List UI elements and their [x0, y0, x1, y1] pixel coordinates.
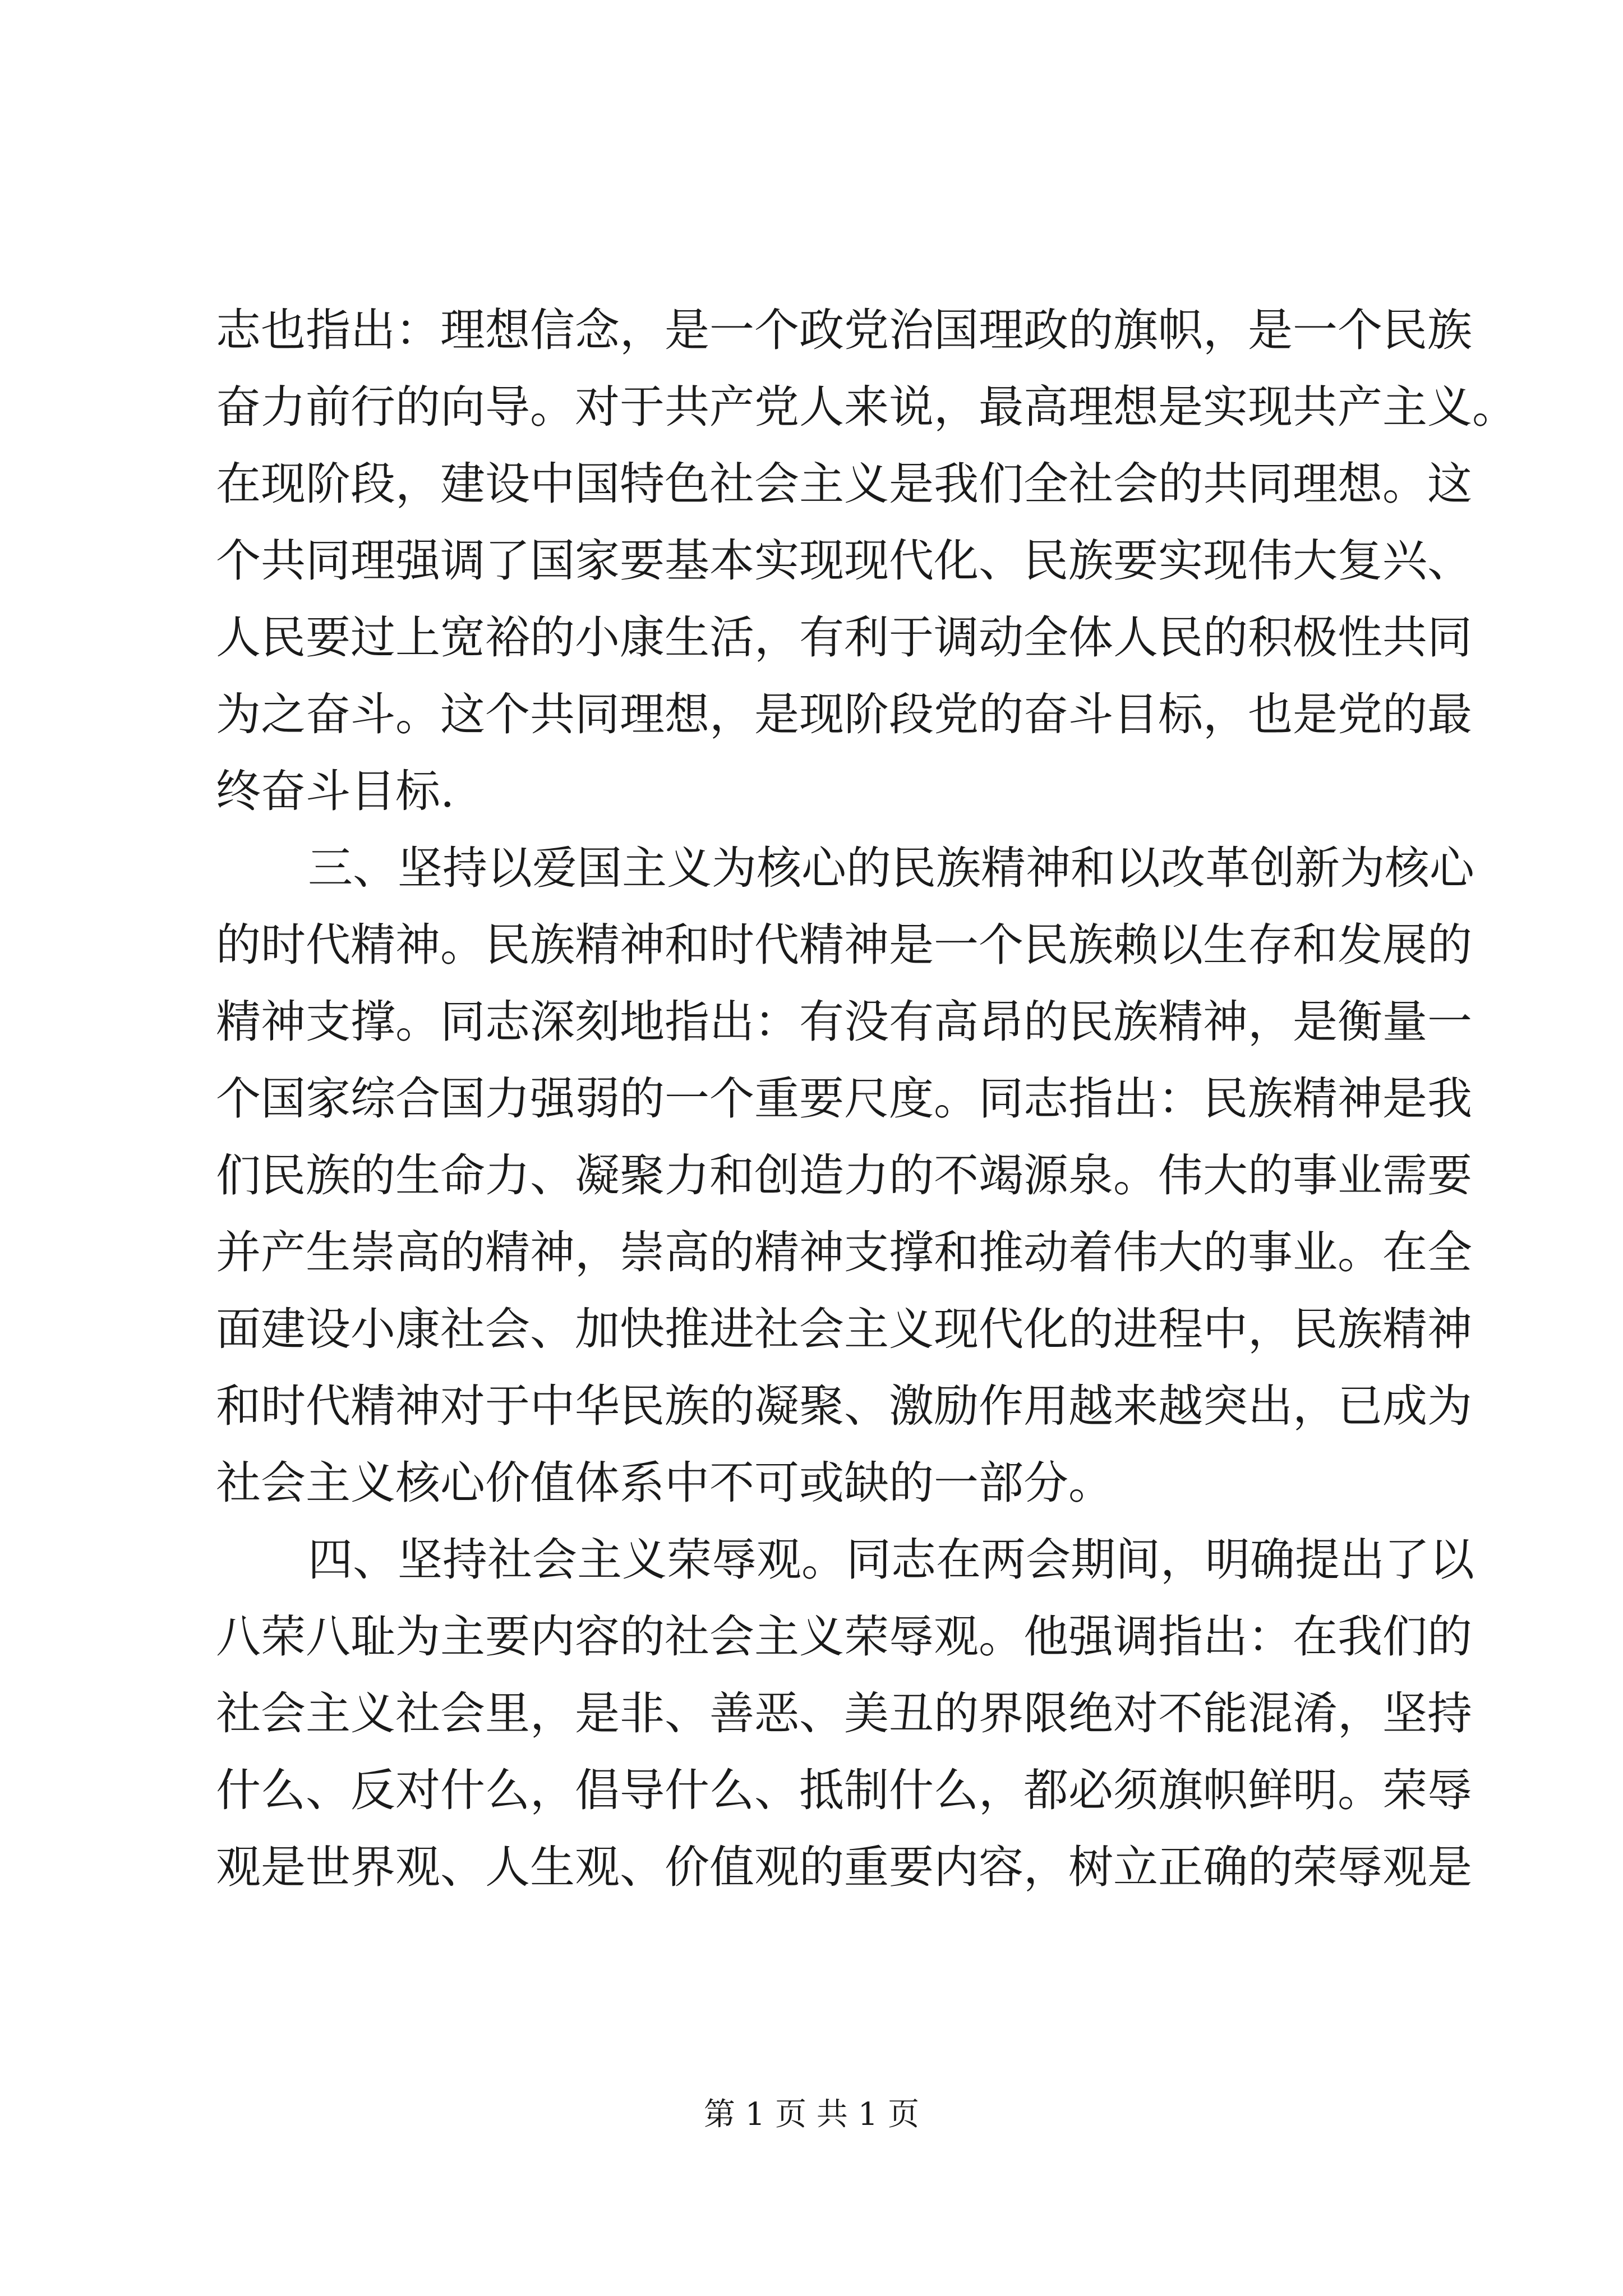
- body-line: 观是世界观、人生观、价值观的重要内容，树立正确的荣辱观是: [216, 1841, 1472, 1893]
- document-body: [216, 292, 1517, 1906]
- body-line: 并产生崇高的精神，崇高的精神支撑和推动着伟大的事业。在全: [216, 1226, 1472, 1278]
- body-line: 八荣八耻为主要内容的社会主义荣辱观。他强调指出：在我们的: [216, 1611, 1472, 1663]
- body-line: 的时代精神。民族精神和时代精神是一个民族赖以生存和发展的: [216, 919, 1472, 971]
- body-line: 奋力前行的向导。对于共产党人来说，最高理想是实现共产主义。: [216, 381, 1517, 433]
- body-line: 社会主义核心价值体系中不可或缺的一部分。: [216, 1457, 1113, 1509]
- body-line: 为之奋斗。这个共同理想，是现阶段党的奋斗目标，也是党的最: [216, 688, 1472, 740]
- body-line: 在现阶段，建设中国特色社会主义是我们全社会的共同理想。这: [216, 458, 1472, 510]
- body-line: 终奋斗目标.: [216, 765, 455, 817]
- page-number-footer: 第 1 页 共 1 页: [703, 2096, 920, 2133]
- body-line: 社会主义社会里，是非、善恶、美丑的界限绝对不能混淆，坚持: [216, 1687, 1472, 1740]
- body-line: 个国家综合国力强弱的一个重要尺度。同志指出：民族精神是我: [216, 1073, 1472, 1125]
- body-line: 面建设小康社会、加快推进社会主义现代化的进程中，民族精神: [216, 1303, 1472, 1355]
- section-heading-line: 三、坚持以爱国主义为核心的民族精神和以改革创新为核心: [308, 842, 1474, 894]
- body-line: 人民要过上宽裕的小康生活，有利于调动全体人民的积极性共同: [216, 611, 1472, 664]
- body-line: 个共同理强调了国家要基本实现现代化、民族要实现伟大复兴、: [216, 535, 1472, 587]
- body-line: 志也指出：理想信念，是一个政党治国理政的旗帜，是一个民族: [216, 304, 1472, 356]
- section-heading-line: 四、坚持社会主义荣辱观。同志在两会期间，明确提出了以: [308, 1534, 1474, 1586]
- body-line: 精神支撑。同志深刻地指出：有没有高昂的民族精神，是衡量一: [216, 996, 1472, 1048]
- body-line: 什么、反对什么，倡导什么、抵制什么，都必须旗帜鲜明。荣辱: [216, 1764, 1472, 1816]
- body-line: 们民族的生命力、凝聚力和创造力的不竭源泉。伟大的事业需要: [216, 1149, 1472, 1202]
- body-line: 和时代精神对于中华民族的凝聚、激励作用越来越突出，已成为: [216, 1380, 1472, 1432]
